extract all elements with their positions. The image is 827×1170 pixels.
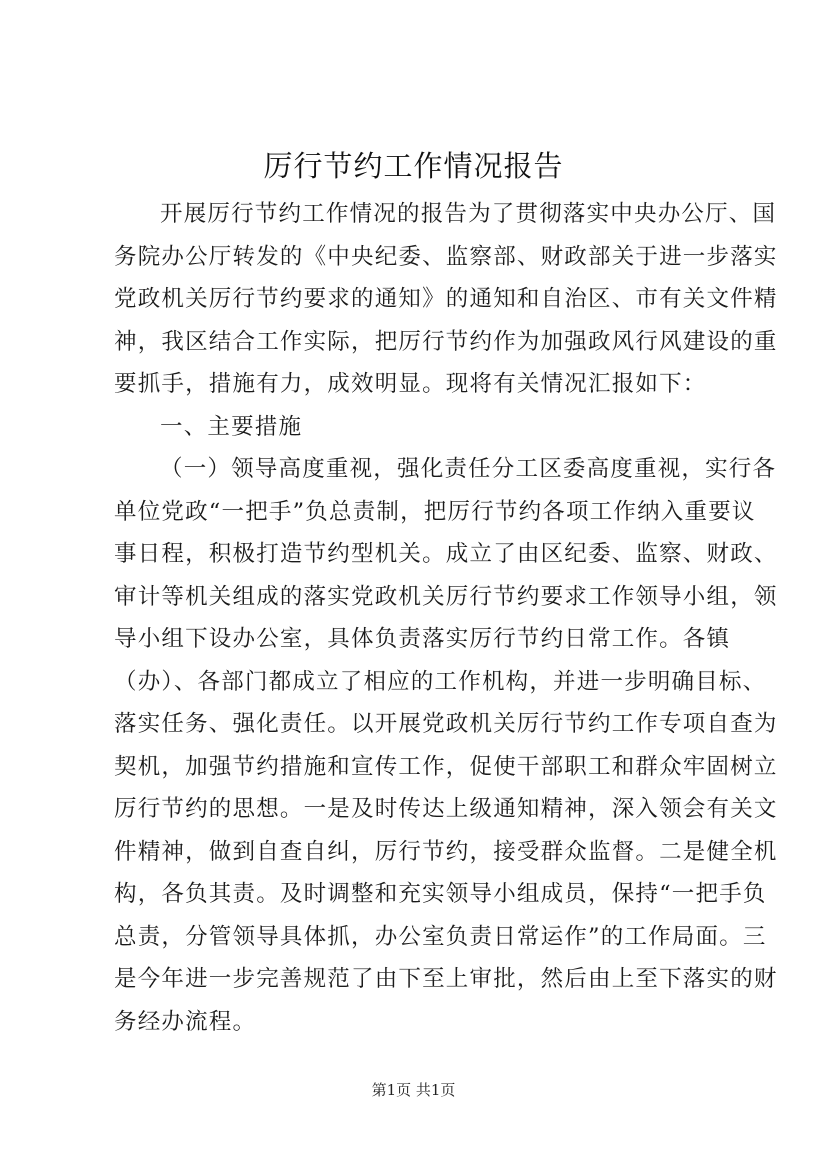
document-body [114,193,778,1043]
page-footer: 第1页 共1页 [371,1081,456,1099]
paragraph-line: 务经办流程。 [114,1008,257,1035]
paragraph-line: （办）、各部门都成立了相应的工作机构，并进一步明确目标、 [114,668,767,695]
paragraph-line: （一）领导高度重视，强化责任分工区委高度重视，实行各 [160,456,777,482]
paragraph-line: 开展厉行节约工作情况的报告为了贯彻落实中央办公厅、国 [160,201,777,227]
paragraph-line: 总责，分管领导具体抓，办公室负责日常运作”的工作局面。三 [114,923,767,950]
paragraph-line: 契机，加强节约措施和宣传工作，促使干部职工和群众牢固树立 [114,753,778,780]
paragraph-line: 是今年进一步完善规范了由下至上审批，然后由上至下落实的财 [114,966,778,992]
paragraph-line: 党政机关厉行节约要求的通知》的通知和自治区、市有关文件精 [114,286,778,312]
paragraph-line: 单位党政“一把手”负总责制，把厉行节约各项工作纳入重要议 [114,498,756,525]
paragraph-line: 厉行节约的思想。一是及时传达上级通知精神，深入领会有关文 [114,796,778,822]
paragraph-line: 神，我区结合工作实际，把厉行节约作为加强政风行风建设的重 [114,328,778,355]
paragraph-line: 件精神，做到自查自纠，厉行节约，接受群众监督。二是健全机 [114,838,778,865]
paragraph-line: 审计等机关组成的落实党政机关厉行节约要求工作领导小组，领 [114,583,778,610]
section-heading: 一、主要措施 [160,413,303,440]
page-title: 厉行节约工作情况报告 [263,149,564,183]
paragraph-line: 落实任务、强化责任。以开展党政机关厉行节约工作专项自查为 [114,711,778,737]
paragraph-line: 务院办公厅转发的《中央纪委、监察部、财政部关于进一步落实 [114,243,778,270]
paragraph-line: 构，各负其责。及时调整和充实领导小组成员，保持“一把手负 [114,881,767,907]
paragraph-line: 导小组下设办公室，具体负责落实厉行节约日常工作。各镇 [114,626,731,652]
paragraph-line: 要抓手，措施有力，成效明显。现将有关情况汇报如下： [114,371,707,397]
paragraph-line: 事日程，积极打造节约型机关。成立了由区纪委、监察、财政、 [114,541,778,567]
